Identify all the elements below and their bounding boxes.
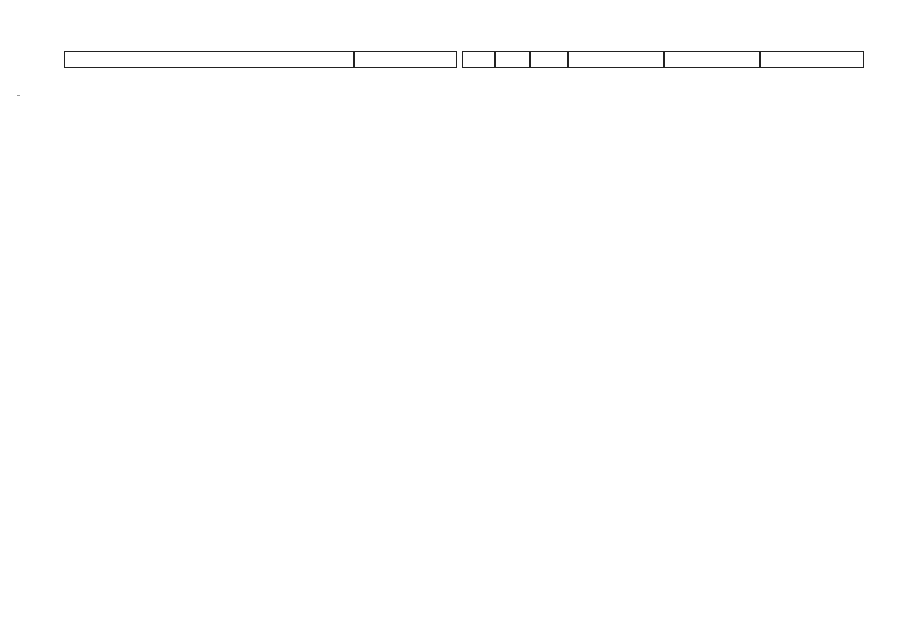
header-name (64, 51, 354, 68)
header-csr (354, 51, 457, 68)
header-2019 (568, 51, 664, 68)
header-vr (530, 51, 568, 68)
header-pr (495, 51, 530, 68)
header-2020 (664, 51, 760, 68)
margin-mark (17, 95, 20, 96)
header-rz (462, 51, 495, 68)
header-2021 (760, 51, 864, 68)
table-header (64, 51, 864, 71)
